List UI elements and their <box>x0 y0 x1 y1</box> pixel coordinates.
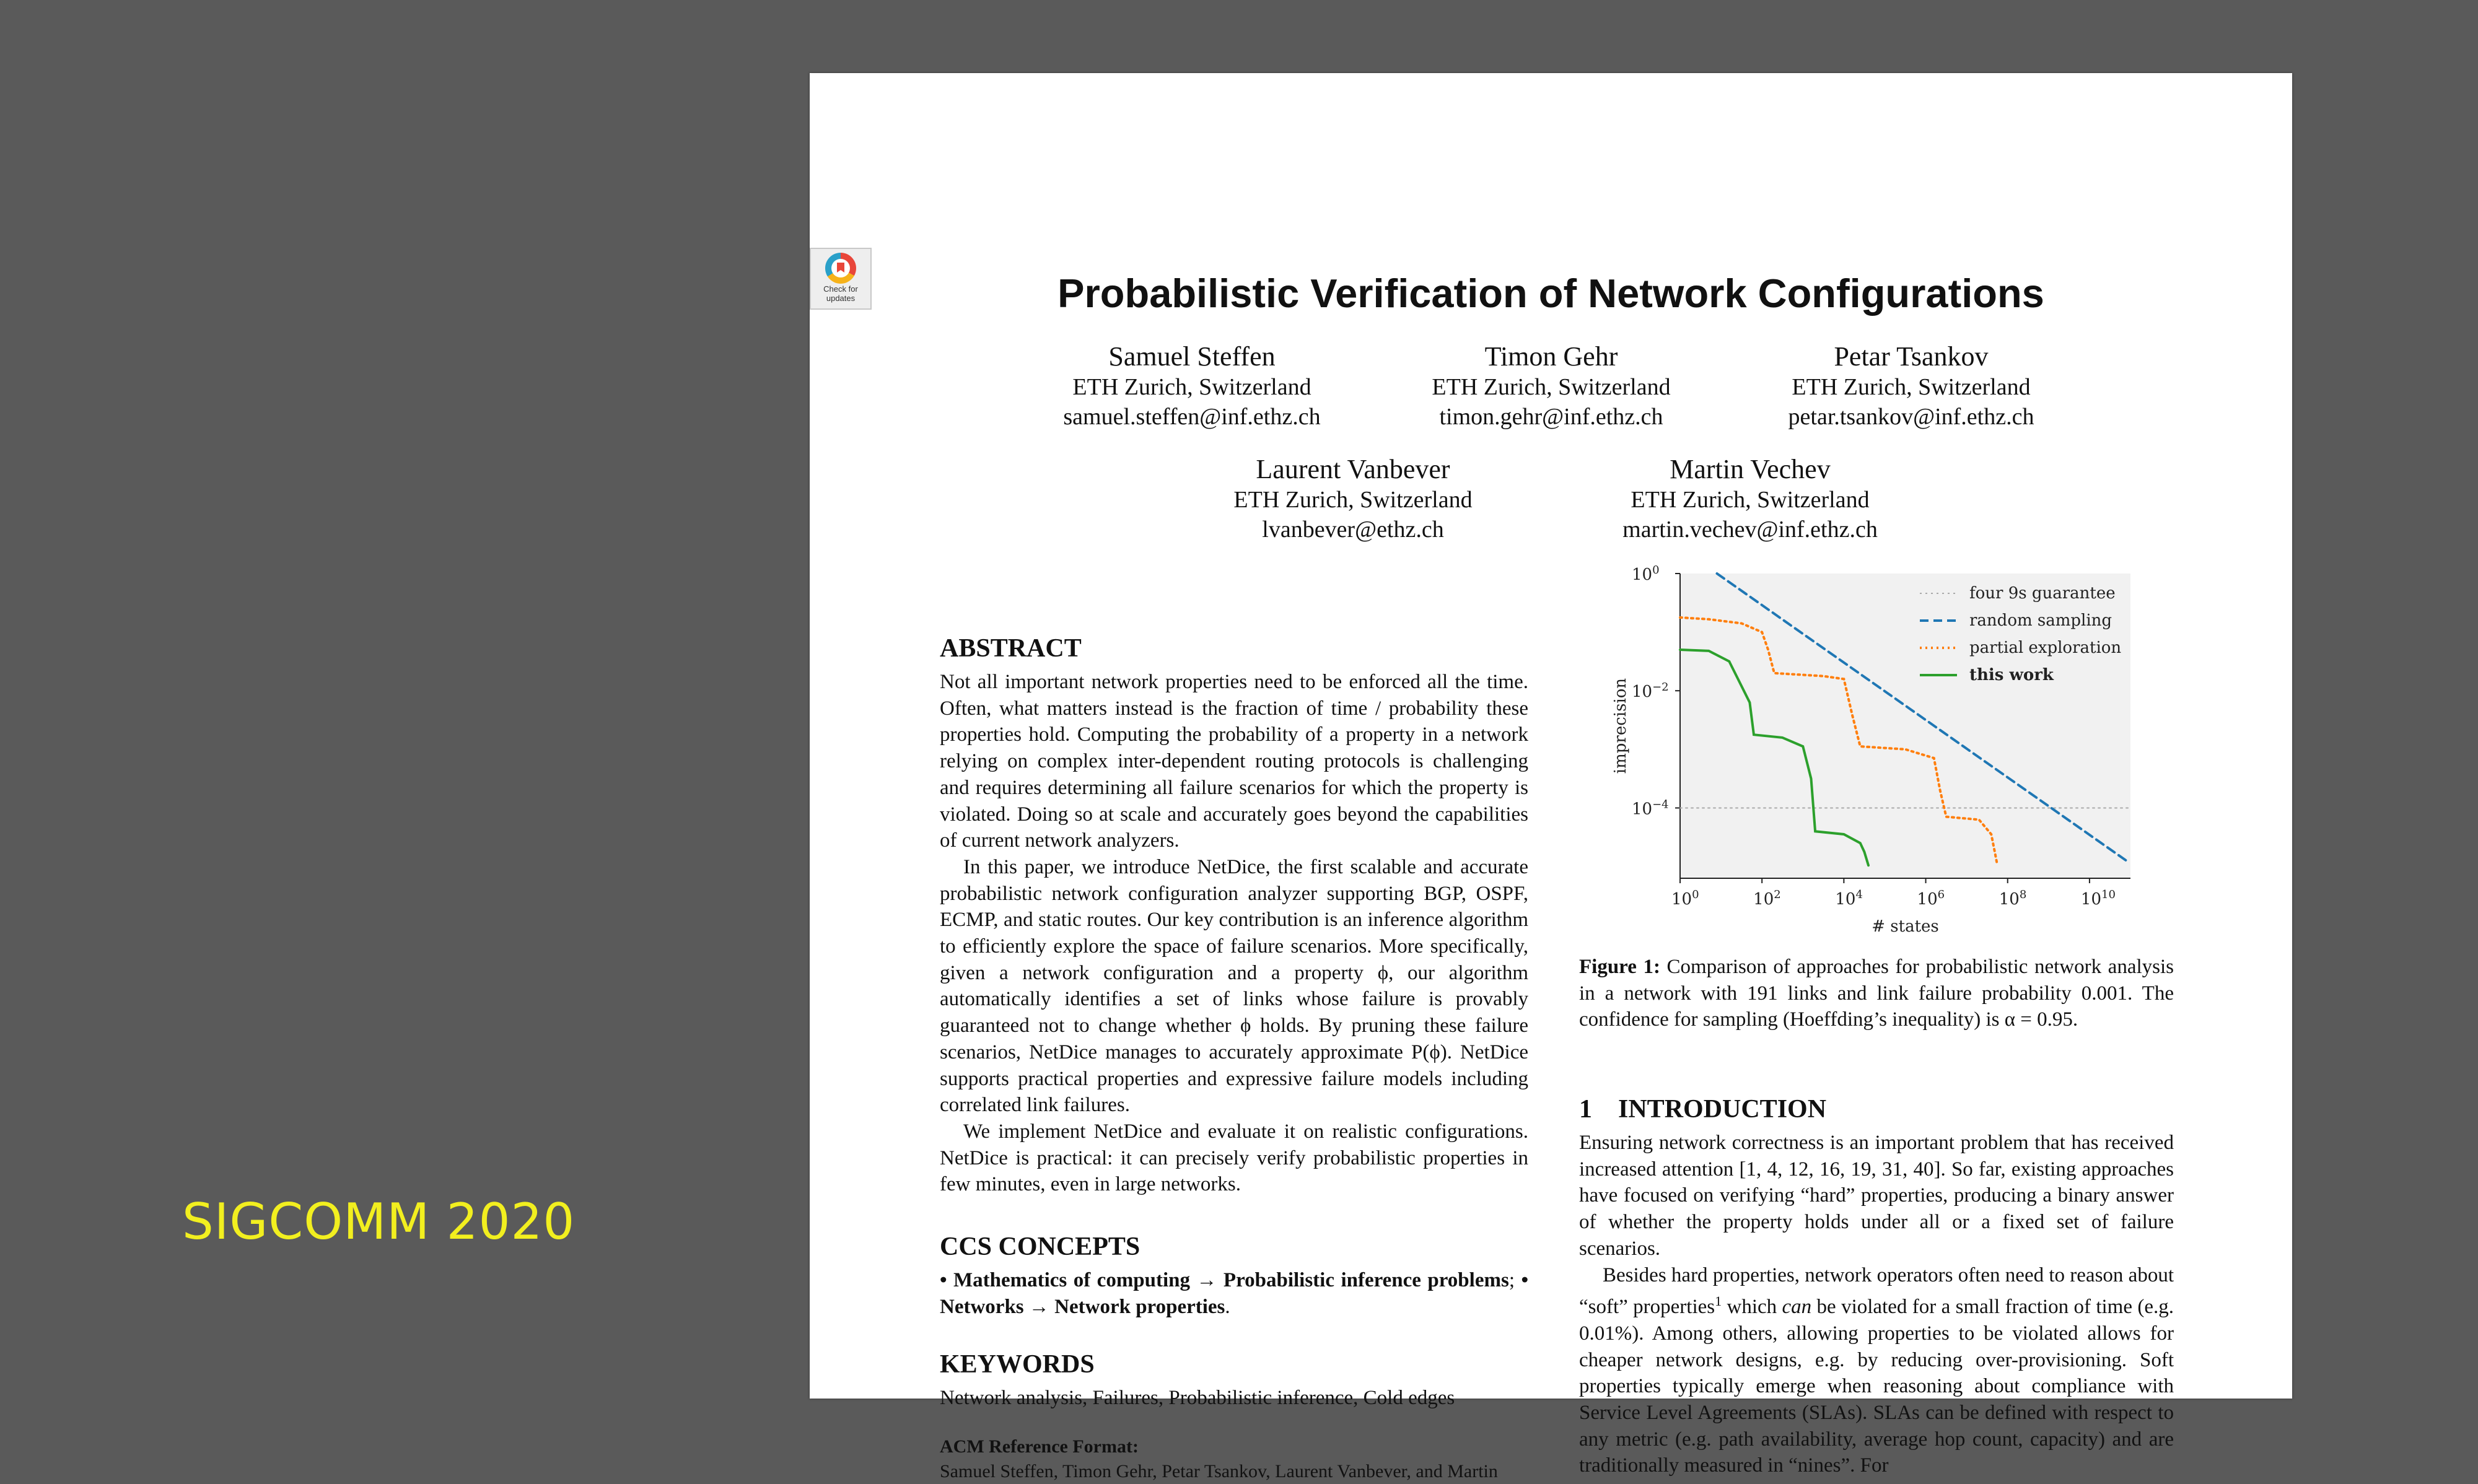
author-2 <box>1378 341 1725 432</box>
intro-paragraph-1: Ensuring network correctness is an important problem that has received increased attention [1, 4, 12, 16, 19, 31, 40]. So far, existing approaches have focused on verifying “hard” properties, producing a binary answer of whether the property holds under all or a fixed set of failure scenarios. <box>1579 1132 2174 1260</box>
author-email: samuel.steffen@inf.ethz.ch <box>1063 404 1321 430</box>
ccs-end: . <box>1225 1295 1230 1318</box>
badge-line-1: Check for <box>823 284 858 294</box>
badge-line-2: updates <box>826 294 856 303</box>
author-1 <box>1018 341 1365 432</box>
intro-p2-can: can <box>1782 1296 1812 1319</box>
acm-reference-text: Samuel Steffen, Timon Gehr, Petar Tsankov, Laurent Vanbever, and Martin <box>940 1461 1498 1482</box>
ccs-section <box>940 1231 1528 1320</box>
legend-label: partial exploration <box>1969 639 2122 657</box>
paper-page <box>810 73 2292 1482</box>
legend-label: this work <box>1969 666 2054 684</box>
author-name: Martin Vechev <box>1670 454 1831 484</box>
paper-title: Probabilistic Verification of Network Configurations <box>1057 271 2044 316</box>
author-affiliation: ETH Zurich, Switzerland <box>1233 487 1473 513</box>
author-affiliation: ETH Zurich, Switzerland <box>1631 487 1870 513</box>
x-tick-label: $10^6$ <box>1917 888 1945 909</box>
abstract-section <box>940 633 1528 1198</box>
abstract-heading: ABSTRACT <box>940 634 1082 663</box>
author-affiliation: ETH Zurich, Switzerland <box>1792 374 2031 400</box>
author-5 <box>1577 454 1924 544</box>
abstract-paragraph-2: In this paper, we introduce NetDice, the first scalable and accurate probabilistic network configuration analyzer supporting BGP, OSPF, ECMP, and static routes. Our key contribution is an inference algorithm to efficiently explore the space of failure scenarios. More specifically, given a network configuration and a property ϕ, our algorithm automatically identifies a set of links whose failure is provably guaranteed not to change whether ϕ holds. By pruning these failure scenarios, NetDice manages to accurately approximate P(ϕ). NetDice supports practical properties and expressive failure models including correlated link failures. <box>940 855 1528 1117</box>
legend-label: four 9s guarantee <box>1969 584 2116 603</box>
author-3 <box>1738 341 2085 432</box>
author-name: Laurent Vanbever <box>1256 454 1450 484</box>
author-name: Samuel Steffen <box>1108 341 1276 372</box>
ccs-separator: ; <box>1508 1269 1521 1291</box>
figure-1-chart <box>1579 561 2174 945</box>
x-axis-label: # states <box>1872 917 1939 936</box>
author-name: Timon Gehr <box>1484 341 1618 372</box>
abstract-paragraph-3: We implement NetDice and evaluate it on realistic configurations. NetDice is practical: it can precisely verify probabilistic properties in few minutes, even in large networks. <box>940 1120 1528 1196</box>
legend-label: random sampling <box>1969 611 2112 630</box>
author-affiliation: ETH Zurich, Switzerland <box>1072 374 1311 400</box>
keywords-heading: KEYWORDS <box>940 1350 1095 1379</box>
intro-p2-part-a: Besides hard properties, network operators often need to reason about “soft” properties <box>1579 1264 2174 1319</box>
author-email: petar.tsankov@inf.ethz.ch <box>1788 404 2034 430</box>
figure-caption-text: Comparison of approaches for probabilistic network analysis in a network with 191 links and link failure probability 0.001. The confidence for sampling (Hoeffding’s inequality) is α = 0.95. <box>1579 956 2174 1031</box>
ccs-heading: CCS CONCEPTS <box>940 1233 1140 1261</box>
intro-paragraph-2 <box>1579 1262 2174 1480</box>
intro-p2-which: which <box>1722 1296 1782 1319</box>
ccs-concept-1: • Mathematics of computing → Probabilistic inference problems <box>940 1269 1509 1291</box>
author-name: Petar Tsankov <box>1834 341 1989 372</box>
figure-1-caption <box>1579 954 2174 1033</box>
abstract-paragraph-1: Not all important network properties need to be enforced all the time. Often, what matters instead is the fraction of time / probability these properties hold. Computing the probability of a property in a network relying on complex inter-dependent routing protocols is challenging and requires determining all failure scenarios for which the property is violated. Doing so at scale and accurately goes beyond the capabilities of current network analyzers. <box>940 671 1528 852</box>
introduction-section <box>1579 1094 2174 1479</box>
check-for-updates-badge[interactable] <box>810 248 872 310</box>
x-tick-label: $10^0$ <box>1671 888 1699 909</box>
footnote-marker: 1 <box>1715 1293 1722 1309</box>
acm-reference <box>940 1434 1528 1484</box>
y-tick-label: $10^{-2}$ <box>1632 681 1669 702</box>
figure-label: Figure 1: <box>1579 956 1660 978</box>
author-4 <box>1180 454 1526 544</box>
x-tick-label: $10^{10}$ <box>2080 888 2116 909</box>
x-tick-label: $10^4$ <box>1835 888 1863 909</box>
acm-heading: ACM Reference Format: <box>940 1436 1139 1457</box>
author-email: martin.vechev@inf.ethz.ch <box>1622 517 1878 543</box>
ccs-concepts <box>940 1267 1528 1320</box>
x-tick-label: $10^2$ <box>1753 888 1781 909</box>
author-email: timon.gehr@inf.ethz.ch <box>1439 404 1663 430</box>
crossmark-icon <box>825 253 856 284</box>
x-tick-label: $10^8$ <box>1999 888 2027 909</box>
ccs-concept-2: • Networks → Network properties <box>940 1269 1528 1318</box>
y-axis-label: imprecision <box>1611 678 1630 774</box>
keywords-text: Network analysis, Failures, Probabilistic inference, Cold edges <box>940 1387 1455 1409</box>
author-email: lvanbever@ethz.ch <box>1262 517 1444 543</box>
intro-p2-part-b: be violated for a small fraction of time (e.g. 0.01%). Among others, allowing properties to be violated allows for cheaper network designs, e.g. by reducing over-provisioning. Soft properties typically emerge when reasoning about compliance with Service Level Agreements (SLAs). SLAs can be defined with respect to any metric (e.g. path availability, average hop count, capacity) and are traditionally measured in “nines”. For <box>1579 1296 2174 1477</box>
introduction-heading: 1 INTRODUCTION <box>1579 1095 1827 1124</box>
author-affiliation: ETH Zurich, Switzerland <box>1432 374 1671 400</box>
venue-label: SIGCOMM 2020 <box>182 1193 576 1250</box>
y-tick-label: $10^{-4}$ <box>1632 798 1669 819</box>
y-tick-label: $10^0$ <box>1632 564 1660 584</box>
keywords-section <box>940 1349 1528 1412</box>
